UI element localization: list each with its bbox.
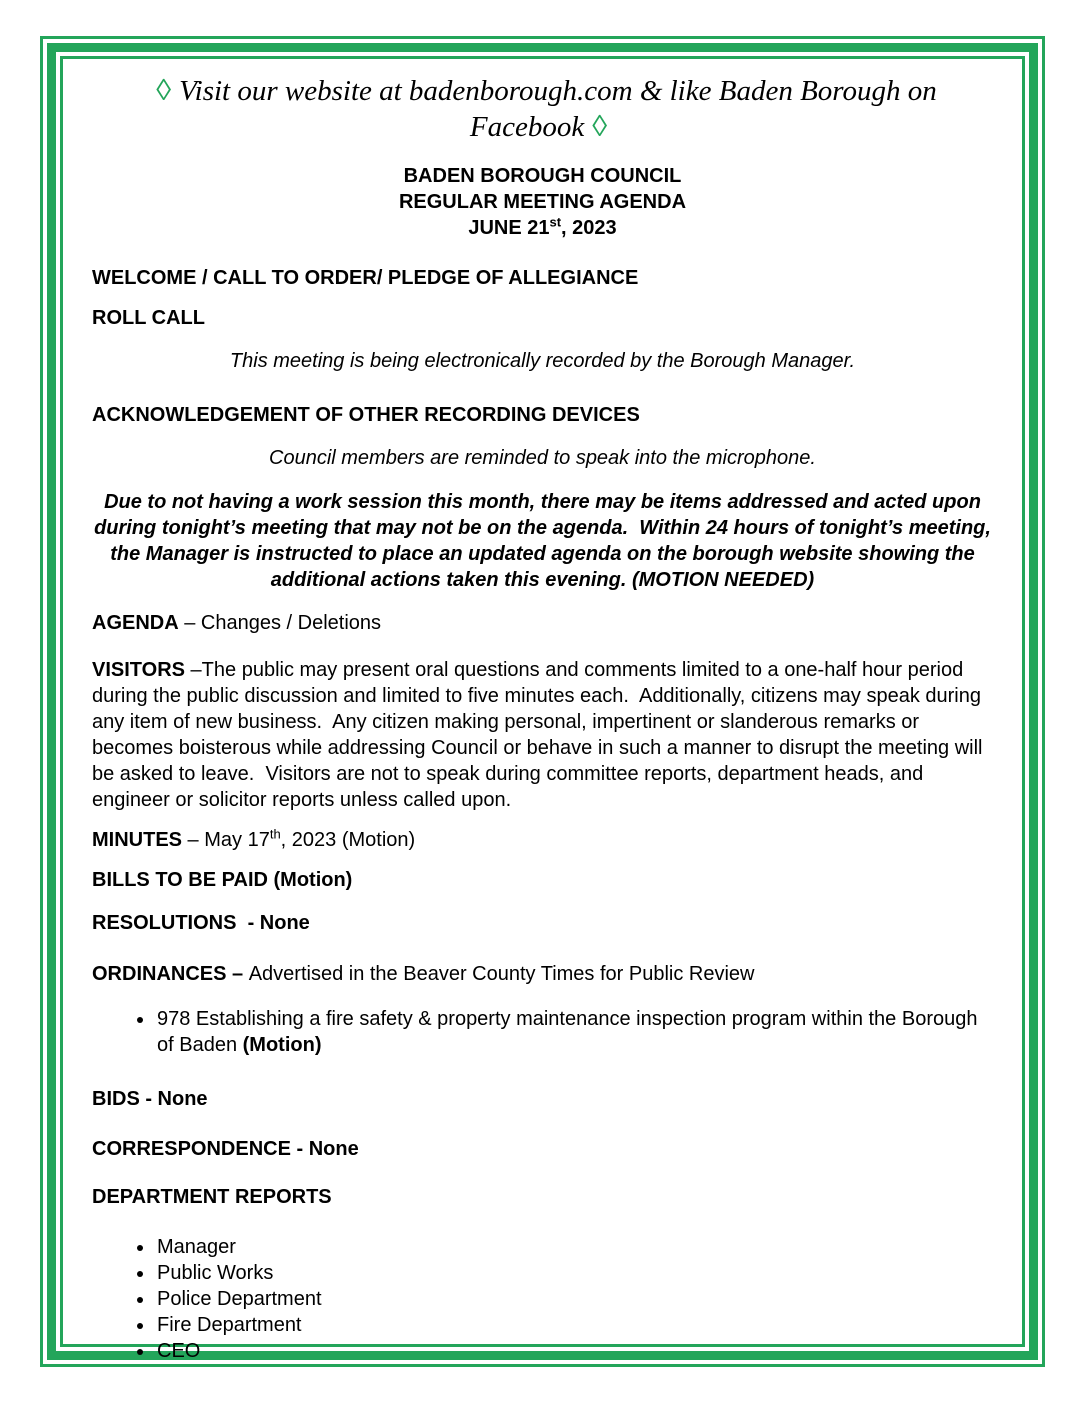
title-date (92, 215, 993, 241)
heading-bills: BILLS TO BE PAID (Motion) (92, 869, 353, 891)
page-border-middle (47, 43, 1038, 1360)
ordinance-item-text: 978 Establishing a fire safety & property maintenance inspection program within the Borough of Baden (157, 1008, 978, 1056)
agenda-label: AGENDA (92, 612, 179, 634)
heading-welcome: WELCOME / CALL TO ORDER/ PLEDGE OF ALLEGIANCE (92, 267, 639, 289)
heading-roll-call: ROLL CALL (92, 307, 205, 329)
heading-bids: BIDS - None (92, 1088, 208, 1110)
department-item-public-works: • Public Works (155, 1260, 993, 1286)
banner (92, 73, 993, 145)
note-recording: This meeting is being electronically recorded by the Borough Manager. (229, 350, 856, 372)
heading-department-reports: DEPARTMENT REPORTS (92, 1186, 332, 1208)
department-item-police: • Police Department (155, 1286, 993, 1312)
agenda-document (63, 59, 1022, 1364)
visitors-text: –The public may present oral questions and comments limited to a one-half hour period during the public discussion and limited to five minutes each. Additionally, citizens may speak during any item of new business. Any citizen making personal, impertinent or slanderous remarks or becomes boisterous while addressing Council or behave in such a manner to disrupt the meeting will be asked to leave. Visitors are not to speak during committee reports, department heads, and engineer or solicitor reports unless called upon. (92, 659, 989, 811)
line-agenda (92, 610, 993, 636)
ordinance-list (92, 1006, 993, 1058)
document-title (92, 163, 993, 241)
page-border-inner (60, 56, 1025, 1362)
diamond-icon-right: ◊ (592, 110, 608, 143)
visitors-label: VISITORS (92, 659, 185, 681)
ordinance-item (155, 1006, 993, 1058)
department-item-ceo: • CEO (155, 1338, 993, 1364)
title-date-year: , 2023 (561, 217, 617, 239)
heading-acknowledgement: ACKNOWLEDGEMENT OF OTHER RECORDING DEVICES (92, 404, 640, 426)
ordinances-text: Advertised in the Beaver County Times for Public Review (248, 963, 755, 985)
title-date-day: JUNE 21 (468, 217, 550, 239)
heading-resolutions: RESOLUTIONS - None (92, 912, 310, 934)
diamond-icon-left: ◊ (156, 74, 172, 107)
minutes-rest: , 2023 (Motion) (280, 829, 416, 851)
title-date-ordinal: st (549, 214, 562, 230)
agenda-text: – Changes / Deletions (178, 612, 382, 634)
note-microphone: Council members are reminded to speak into the microphone. (269, 447, 816, 469)
department-list (92, 1234, 993, 1364)
note-work-session: Due to not having a work session this month, there may be items addressed and acted upon during tonight’s meeting that may not be on the agenda. Within 24 hours of tonight’s meeting, the Manager is instructed to place an updated agenda on the borough website showing the additional actions taken this evening. (MOTION NEEDED) (94, 491, 997, 591)
minutes-date: – May 17 (182, 829, 270, 851)
page-border-outer (40, 36, 1045, 1367)
para-visitors (92, 657, 993, 813)
line-ordinances (92, 961, 993, 987)
title-council: BADEN BOROUGH COUNCIL (403, 165, 682, 187)
line-minutes (92, 827, 993, 853)
department-item-manager: • Manager (155, 1234, 993, 1260)
banner-text: Visit our website at badenborough.com & like Baden Borough on Facebook (179, 75, 937, 143)
heading-correspondence: CORRESPONDENCE - None (92, 1138, 359, 1160)
minutes-date-ordinal: th (269, 826, 281, 842)
department-item-fire: • Fire Department (155, 1312, 993, 1338)
ordinance-item-motion: (Motion) (242, 1034, 322, 1056)
minutes-label: MINUTES (92, 829, 182, 851)
ordinances-label: ORDINANCES – (92, 963, 249, 985)
title-meeting: REGULAR MEETING AGENDA (398, 191, 687, 213)
